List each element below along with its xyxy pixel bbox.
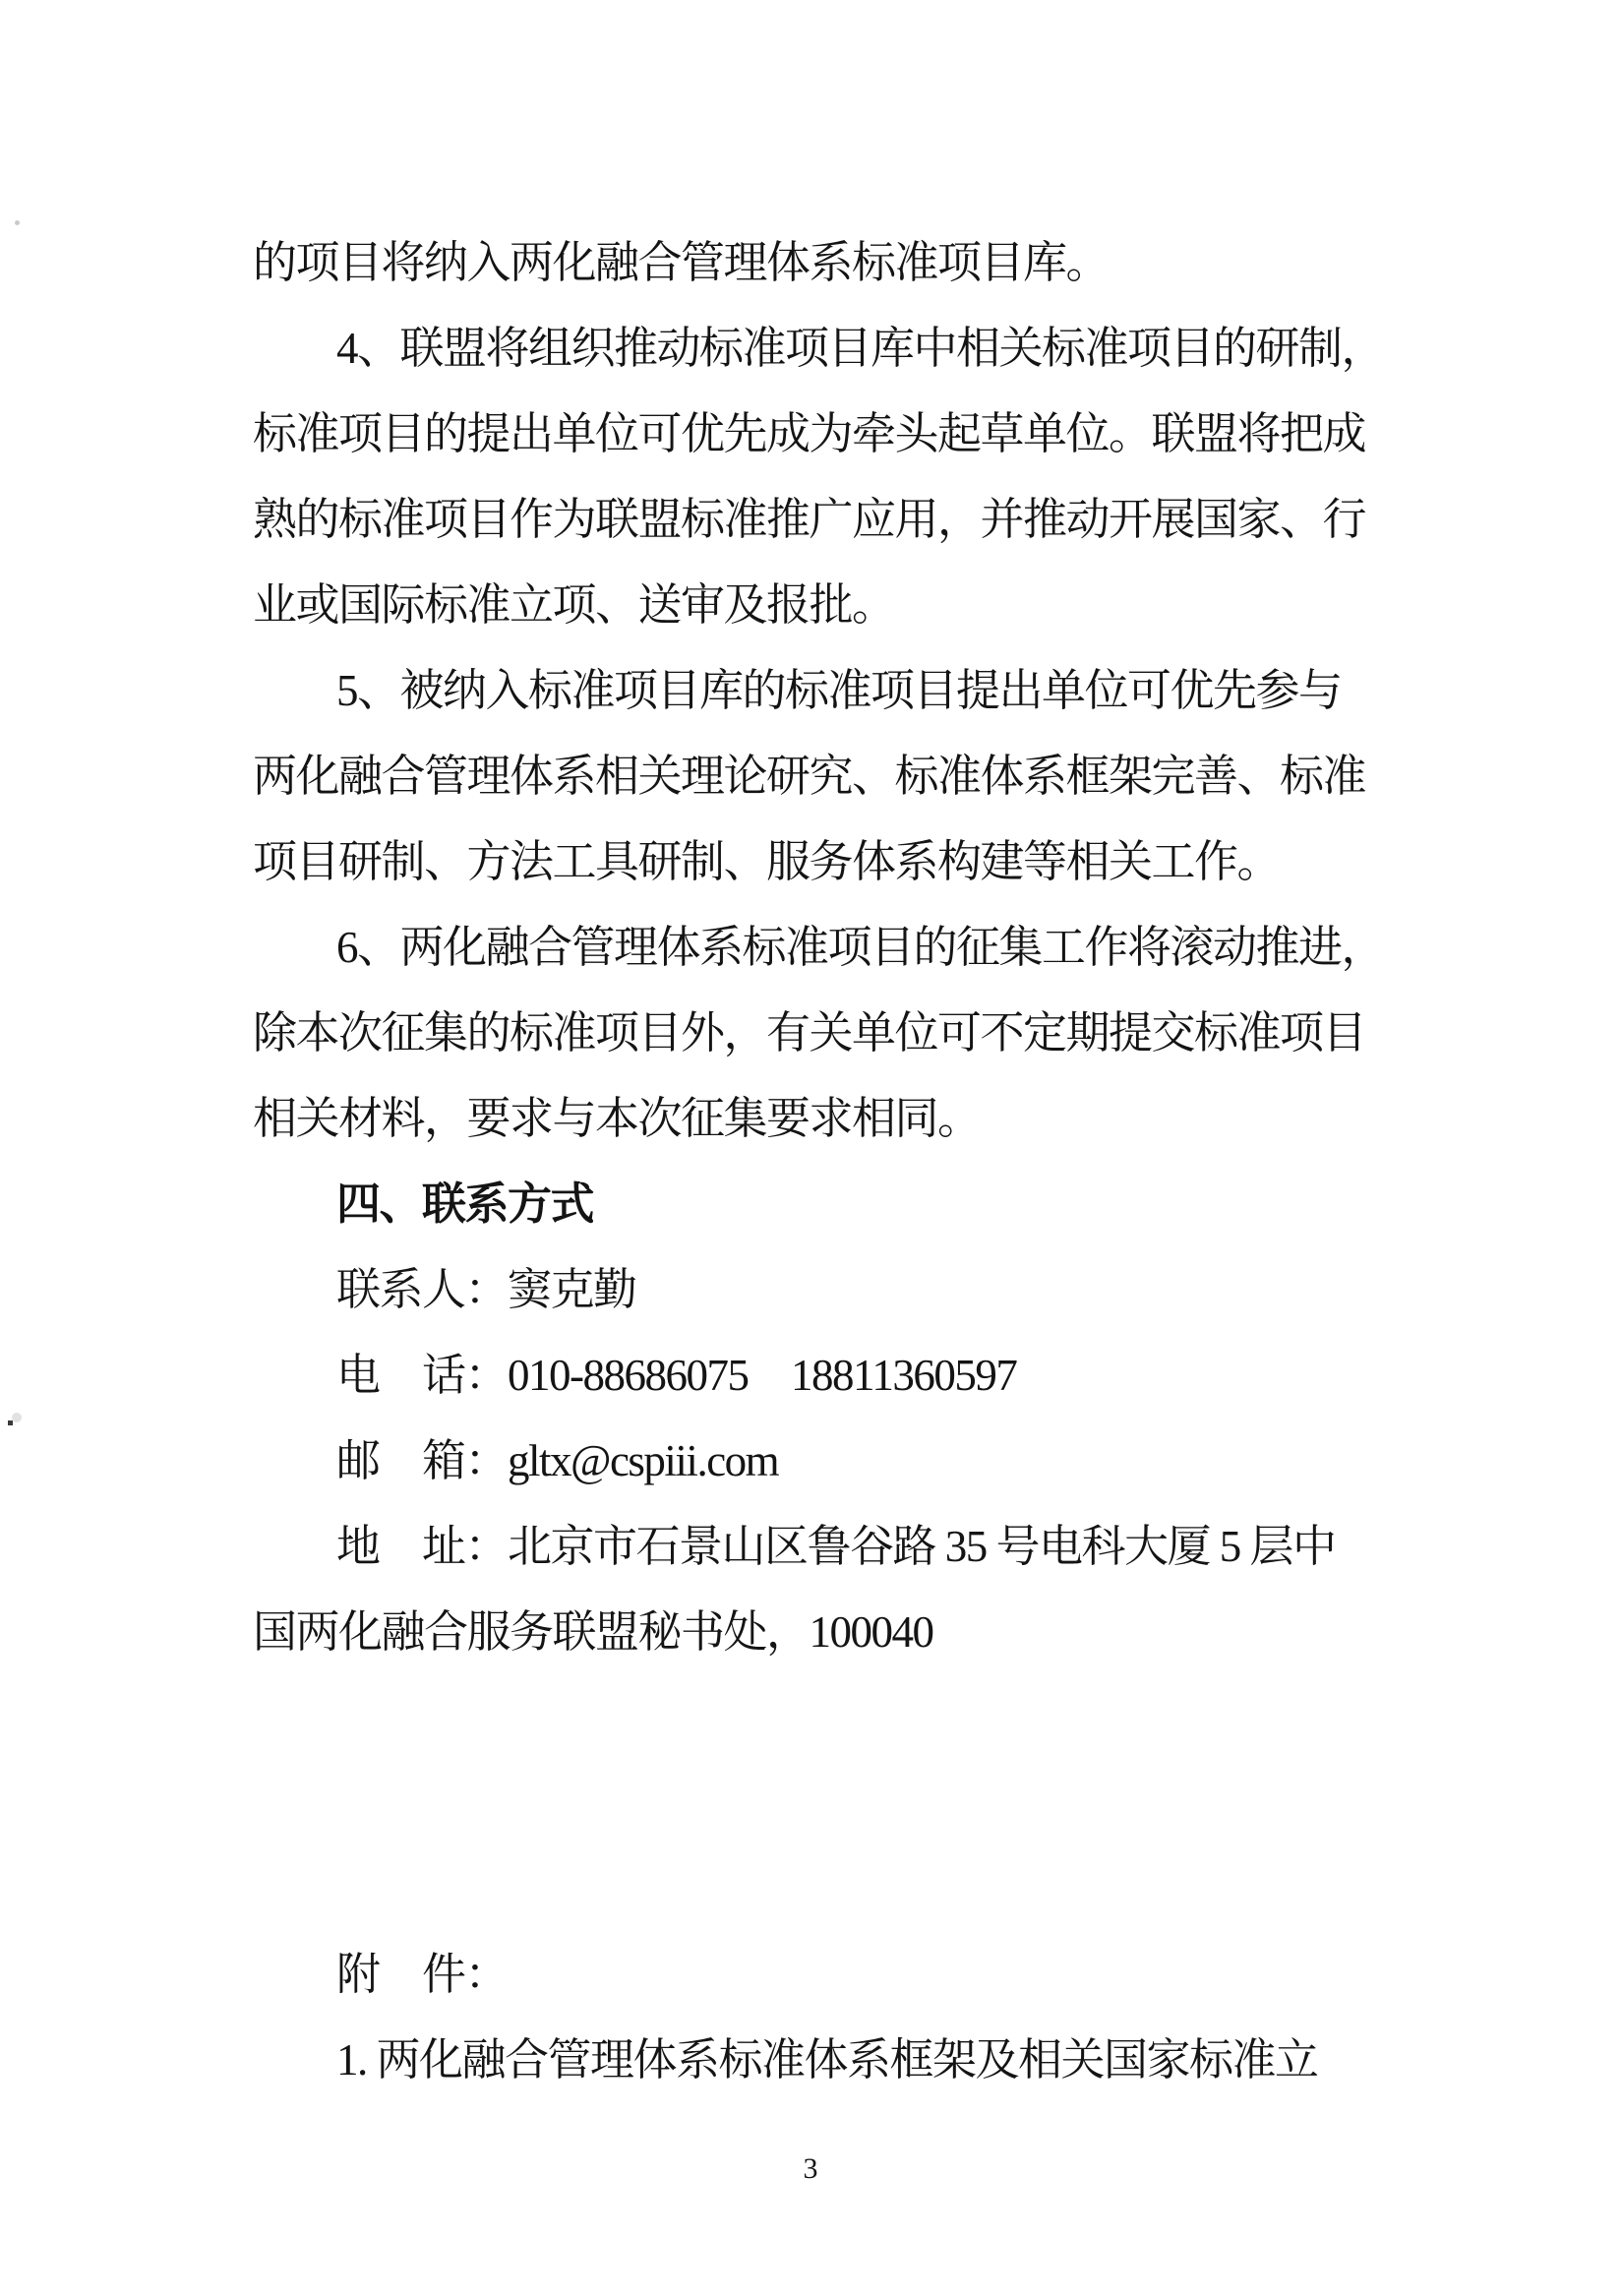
text-line: 除本次征集的标准项目外，有关单位可不定期提交标准项目 (253, 1008, 1366, 1057)
blank-line (253, 1773, 1379, 1858)
text-line: 四、联系方式 (336, 1179, 594, 1229)
text-line: 项目研制、方法工具研制、服务体系构建等相关工作。 (253, 837, 1281, 886)
scan-speckle (8, 1420, 13, 1425)
blank-line (253, 1858, 1379, 1944)
text-line: 相关材料，要求与本次征集要求相同。 (253, 1094, 981, 1143)
text-line: 的项目将纳入两化融合管理体系标准项目库。 (253, 238, 1110, 287)
document-body-text (253, 232, 1385, 2115)
text-line: 5、被纳入标准项目库的标准项目提出单位可优先参与 (336, 666, 1342, 715)
text-line: 业或国际标准立项、送审及报批。 (253, 580, 895, 630)
text-line: 附 件： (336, 1950, 509, 1999)
text-line: 1. 两化融合管理体系标准体系框架及相关国家标准立 (336, 2035, 1318, 2085)
page-number: 3 (803, 2152, 818, 2185)
scan-speckle (15, 220, 20, 225)
text-line: 电 话：010-88686075 18811360597 (336, 1351, 1017, 1400)
text-line: 标准项目的提出单位可优先成为牵头起草单位。联盟将把成 (253, 409, 1366, 458)
text-line: 6、两化融合管理体系标准项目的征集工作将滚动推进， (336, 923, 1385, 972)
text-line: 地 址：北京市石景山区鲁谷路 35 号电科大厦 5 层中 (336, 1522, 1336, 1571)
text-line: 邮 箱：gltx@cspiii.com (336, 1436, 779, 1485)
blank-line (253, 1687, 1379, 1773)
text-line: 4、联盟将组织推动标准项目库中相关标准项目的研制， (336, 324, 1385, 373)
text-line: 国两化融合服务联盟秘书处，100040 (253, 1607, 933, 1657)
text-line: 熟的标准项目作为联盟标准推广应用，并推动开展国家、行 (253, 495, 1366, 544)
text-line: 联系人：窦克勤 (336, 1265, 636, 1314)
scan-speckle (12, 1413, 22, 1422)
text-line: 两化融合管理体系相关理论研究、标准体系框架完善、标准 (253, 752, 1366, 801)
